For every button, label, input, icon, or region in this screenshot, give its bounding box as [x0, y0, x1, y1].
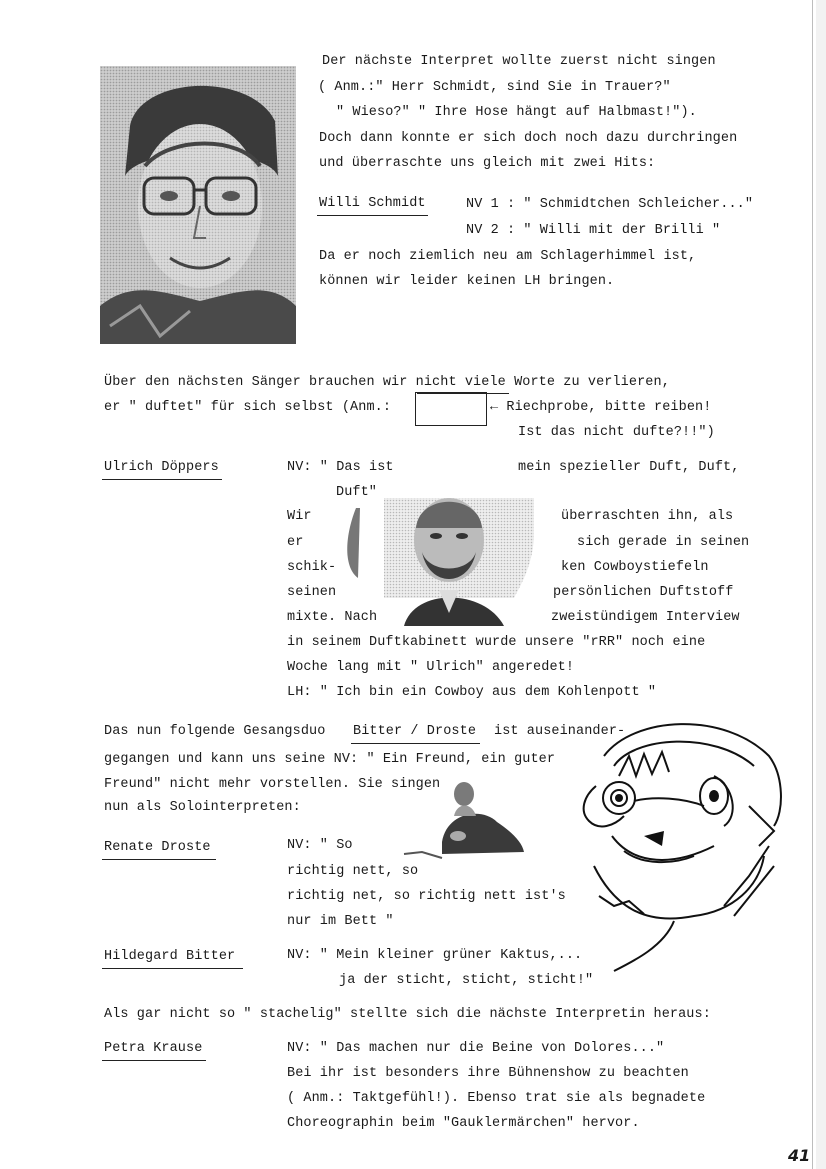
duo-line-3: Freund" nicht mehr vorstellen. Sie singen — [104, 777, 441, 792]
hildegard-line-1: NV: " Mein kleiner grüner Kaktus,... — [287, 948, 583, 963]
duft-line-3: Ist das nicht dufte?!!") — [518, 425, 715, 440]
petra-line-2: Bei ihr ist besonders ihre Bühnenshow zu beachten — [287, 1066, 689, 1081]
ulrich-doeppers-name: Ulrich Döppers — [104, 460, 219, 475]
ulrich-nv-right: mein spezieller Duft, Duft, — [518, 460, 740, 475]
hildegard-bitter-name: Hildegard Bitter — [104, 949, 236, 964]
ulrich-right-word-2: sich gerade in seinen — [577, 535, 750, 550]
intro-line-2: ( Anm.:" Herr Schmidt, sind Sie in Trauer?" — [318, 80, 671, 95]
duft-line-2: er " duftet" für sich selbst (Anm.: — [104, 400, 392, 415]
intro-line-1: Der nächste Interpret wollte zuerst nicht singen — [322, 54, 716, 69]
renate-line-2: richtig nett, so — [287, 864, 419, 879]
willi-line-1: Da er noch ziemlich neu am Schlagerhimmel ist, — [319, 249, 697, 264]
renate-droste-photo — [402, 772, 546, 864]
petra-line-3: ( Anm.: Taktgefühl!). Ebenso trat sie als begnadete — [287, 1091, 706, 1106]
scratch-sniff-box — [415, 392, 487, 426]
ulrich-nv-left: NV: " Das ist — [287, 460, 394, 475]
duft-line-2-right: ← Riechprobe, bitte reiben! — [490, 400, 712, 415]
willi-nv2: NV 2 : " Willi mit der Brilli " — [466, 223, 721, 238]
renate-underline — [102, 859, 216, 860]
ulrich-tail-3: LH: " Ich bin ein Cowboy aus dem Kohlenpott " — [287, 685, 657, 700]
petra-underline — [102, 1060, 206, 1061]
willi-schmidt-name: Willi Schmidt — [319, 196, 426, 211]
intro-line-4: Doch dann konnte er sich doch noch dazu durchringen — [319, 131, 738, 146]
ulrich-right-word-1: überraschten ihn, als — [561, 509, 734, 524]
hildegard-line-2: ja der sticht, sticht, sticht!" — [339, 973, 594, 988]
ulrich-doeppers-photo — [344, 478, 550, 626]
duo-line-1-right: ist auseinander- — [494, 724, 626, 739]
page-edge-shadow — [816, 0, 826, 1169]
ulrich-tail-2: Woche lang mit " Ulrich" angeredet! — [287, 660, 575, 675]
ulrich-left-word-3: schik- — [287, 560, 337, 575]
ulrich-tail-1: in seinem Duftkabinett wurde unsere "rRR" noch eine — [287, 635, 706, 650]
duo-line-1-left: Das nun folgende Gesangsduo — [104, 724, 326, 739]
renate-line-4: nur im Bett " — [287, 914, 394, 929]
willi-line-2: können wir leider keinen LH bringen. — [319, 274, 615, 289]
ulrich-right-word-3: ken Cowboystiefeln — [561, 560, 709, 575]
petra-krause-name: Petra Krause — [104, 1041, 203, 1056]
renate-droste-name: Renate Droste — [104, 840, 211, 855]
intro-line-5: und überraschte uns gleich mit zwei Hits: — [319, 156, 656, 171]
renate-line-1: NV: " So — [287, 838, 353, 853]
ulrich-right-word-4: persönlichen Duftstoff — [553, 585, 734, 600]
page-edge — [812, 0, 813, 1169]
duo-underline — [351, 743, 480, 744]
ulrich-left-word-1: Wir — [287, 509, 312, 524]
duo-line-2: gegangen und kann uns seine NV: " Ein Freund, ein guter — [104, 752, 556, 767]
duo-line-4: nun als Solointerpreten: — [104, 800, 301, 815]
ulrich-underline — [102, 479, 222, 480]
ulrich-left-word-5: mixte. Nach — [287, 610, 378, 625]
intro-line-3: " Wieso?" " Ihre Hose hängt auf Halbmast!"). — [336, 105, 697, 120]
hildegard-underline — [102, 968, 243, 969]
ulrich-right-word-5: zweistündigem Interview — [551, 610, 740, 625]
duo-name: Bitter / Droste — [353, 724, 477, 739]
duft-line-1: Über den nächsten Sänger brauchen wir nicht viele Worte zu verlieren, — [104, 375, 670, 390]
petra-line-1: NV: " Das machen nur die Beine von Dolores..." — [287, 1041, 665, 1056]
ulrich-left-word-2: er — [287, 535, 304, 550]
page-number: 41 — [788, 1146, 811, 1165]
petra-line-4: Choreographin beim "Gauklermärchen" hervor. — [287, 1116, 640, 1131]
caricature-drawing — [574, 716, 788, 976]
renate-line-3: richtig net, so richtig nett ist's — [287, 889, 566, 904]
willi-schmidt-underline — [317, 215, 428, 216]
willi-schmidt-photo — [100, 66, 296, 344]
ulrich-left-word-4: seinen — [287, 585, 337, 600]
willi-nv1: NV 1 : " Schmidtchen Schleicher..." — [466, 197, 754, 212]
ulrich-duft: Duft" — [336, 485, 378, 500]
petra-intro: Als gar nicht so " stachelig" stellte sich die nächste Interpretin heraus: — [104, 1007, 711, 1022]
